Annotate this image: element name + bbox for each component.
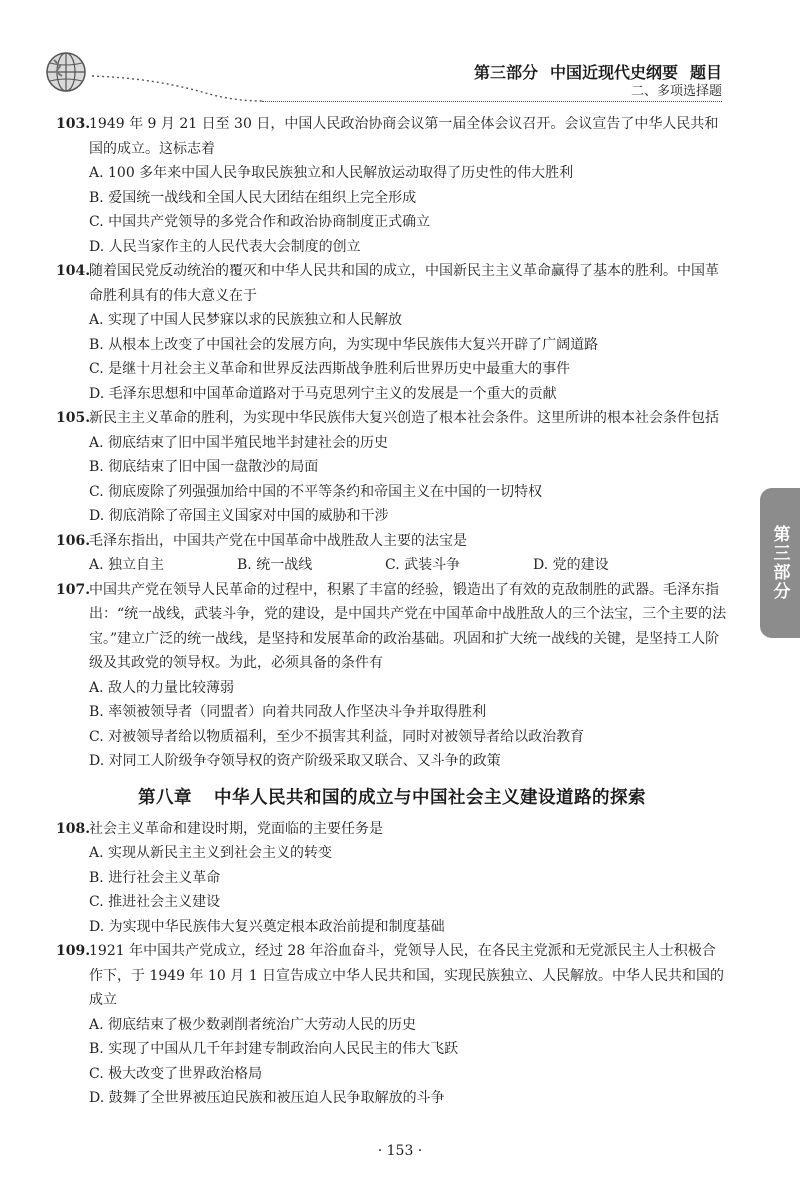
header-dotted-rule [262,101,722,102]
option-c: C. 彻底废除了列强强加给中国的不平等条约和帝国主义在中国的一切特权 [89,483,543,500]
question-list [56,112,728,1111]
question-103 [56,112,728,259]
question-108 [56,817,728,940]
header-book: 中国近现代史纲要 [549,63,678,82]
question-stem: 社会主义革命和建设时期，党面临的主要任务是 [89,820,383,837]
question-number: 104. [56,263,91,279]
option-d: D. 对同工人阶级争夺领导权的资产阶级采取又联合、又斗争的政策 [89,753,501,769]
option-b: B. 进行社会主义革命 [89,869,221,886]
option-c: C. 极大改变了世界政治格局 [89,1065,263,1082]
option-c: C. 中国共产党领导的多党合作和政治协商制度正式确立 [89,214,431,230]
question-number: 109. [56,943,91,959]
option-b: B. 率领被领导者（同盟者）向着共同敌人作坚决斗争并取得胜利 [89,704,487,720]
option-a: A. 彻底结束了极少数剥削者统治广大劳动人民的历史 [89,1016,417,1033]
side-tab-label: 第三部分 [769,525,790,601]
header-part: 第三部分 [473,63,538,82]
question-stem: 新民主主义革命的胜利，为实现中华民族伟大复兴创造了根本社会条件。这里所讲的根本社会条件包括 [89,410,719,426]
question-number: 108. [56,820,91,837]
question-stem: 随着国民党反动统治的覆灭和中华人民共和国的成立，中国新民主主义革命赢得了基本的胜利。中国革命胜利具有的伟大意义在于 [89,263,719,304]
chapter-title: 中华人民共和国的成立与中国社会主义建设道路的探索 [214,787,646,808]
option-a: A. 独立自主 [89,557,165,573]
header-subtitle: 二、多项选择题 [630,84,722,99]
chapter-label: 第八章 [138,787,192,808]
question-number: 106. [56,532,91,549]
option-a: A. 敌人的力量比较薄弱 [89,679,235,696]
option-d: D. 为实现中华民族伟大复兴奠定根本政治前提和制度基础 [89,918,445,935]
question-stem: 毛泽东指出，中国共产党在中国革命中战胜敌人主要的法宝是 [89,532,467,549]
option-c: C. 推进社会主义建设 [89,894,221,910]
globe-logo-icon [44,50,88,94]
option-d: D. 毛泽东思想和中国革命道路对于马克思列宁主义的发展是一个重大的贡献 [89,385,557,402]
option-b: B. 实现了中国从几千年封建专制政治向人民民主的伟大飞跃 [89,1041,459,1057]
option-c: C. 对被领导者给以物质福利，至少不损害其利益，同时对被领导者给以政治教育 [89,728,585,745]
options-row [56,553,728,578]
question-stem: 中国共产党在领导人民革命的过程中，积累了丰富的经验，锻造出了有效的克敌制胜的武器。毛泽东指出：“统一战线，武装斗争，党的建设，是中国共产党在中国革命中战胜敌人的三个法宝，三个主要的法宝。”建立广泛的统一战线，是坚持和发展革命的政治基础。巩固和扩大统一战线的关键，是坚持工人阶级及其政党的领导权。为此，必须具备的条件有 [89,581,727,671]
option-d: D. 彻底消除了帝国主义国家对中国的威胁和干涉 [89,508,389,524]
question-109 [56,939,728,1111]
option-d: D. 党的建设 [533,557,609,573]
option-b: B. 统一战线 [237,557,313,573]
option-c: C. 是继十月社会主义革命和世界反法西斯战争胜利后世界历史中最重大的事件 [89,361,571,377]
option-a: A. 实现了中国人民梦寐以求的民族独立和人民解放 [89,312,403,328]
option-a: A. 100 多年来中国人民争取民族独立和人民解放运动取得了历史性的伟大胜利 [89,165,574,181]
question-number: 105. [56,410,91,426]
option-c: C. 武装斗争 [385,557,461,573]
option-b: B. 彻底结束了旧中国一盘散沙的局面 [89,459,319,475]
part-side-tab [760,488,800,638]
option-d: D. 鼓舞了全世界被压迫民族和被压迫人民争取解放的斗争 [89,1090,445,1106]
option-a: A. 彻底结束了旧中国半殖民地半封建社会的历史 [89,434,389,451]
question-number: 107. [56,581,91,598]
question-number: 103. [56,116,91,132]
option-d: D. 人民当家作主的人民代表大会制度的创立 [89,238,361,255]
option-b: B. 爱国统一战线和全国人民大团结在组织上完全形成 [89,189,417,206]
question-107 [56,578,728,774]
page-number: · 153 · [377,1143,423,1159]
question-stem: 1921 年中国共产党成立，经过 28 年浴血奋斗，党领导人民，在各民主党派和无党派民主人士积极合作下，于 1949 年 10 月 1 日宣告成立中华人民共和国，实现民族独立、人民解放。中华人民共和国的成立 [89,943,725,1008]
header-section: 题目 [689,63,722,82]
question-104 [56,259,728,406]
chapter-heading [56,784,728,809]
question-105 [56,406,728,529]
header-dotted-curve [92,74,262,104]
question-stem: 1949 年 9 月 21 日至 30 日，中国人民政治协商会议第一届全体会议召开。会议宣告了中华人民共和国的成立。这标志着 [89,116,719,157]
option-a: A. 实现从新民主主义到社会主义的转变 [89,845,333,861]
option-b: B. 从根本上改变了中国社会的发展方向，为实现中华民族伟大复兴开辟了广阔道路 [89,336,599,353]
question-106 [56,529,728,578]
